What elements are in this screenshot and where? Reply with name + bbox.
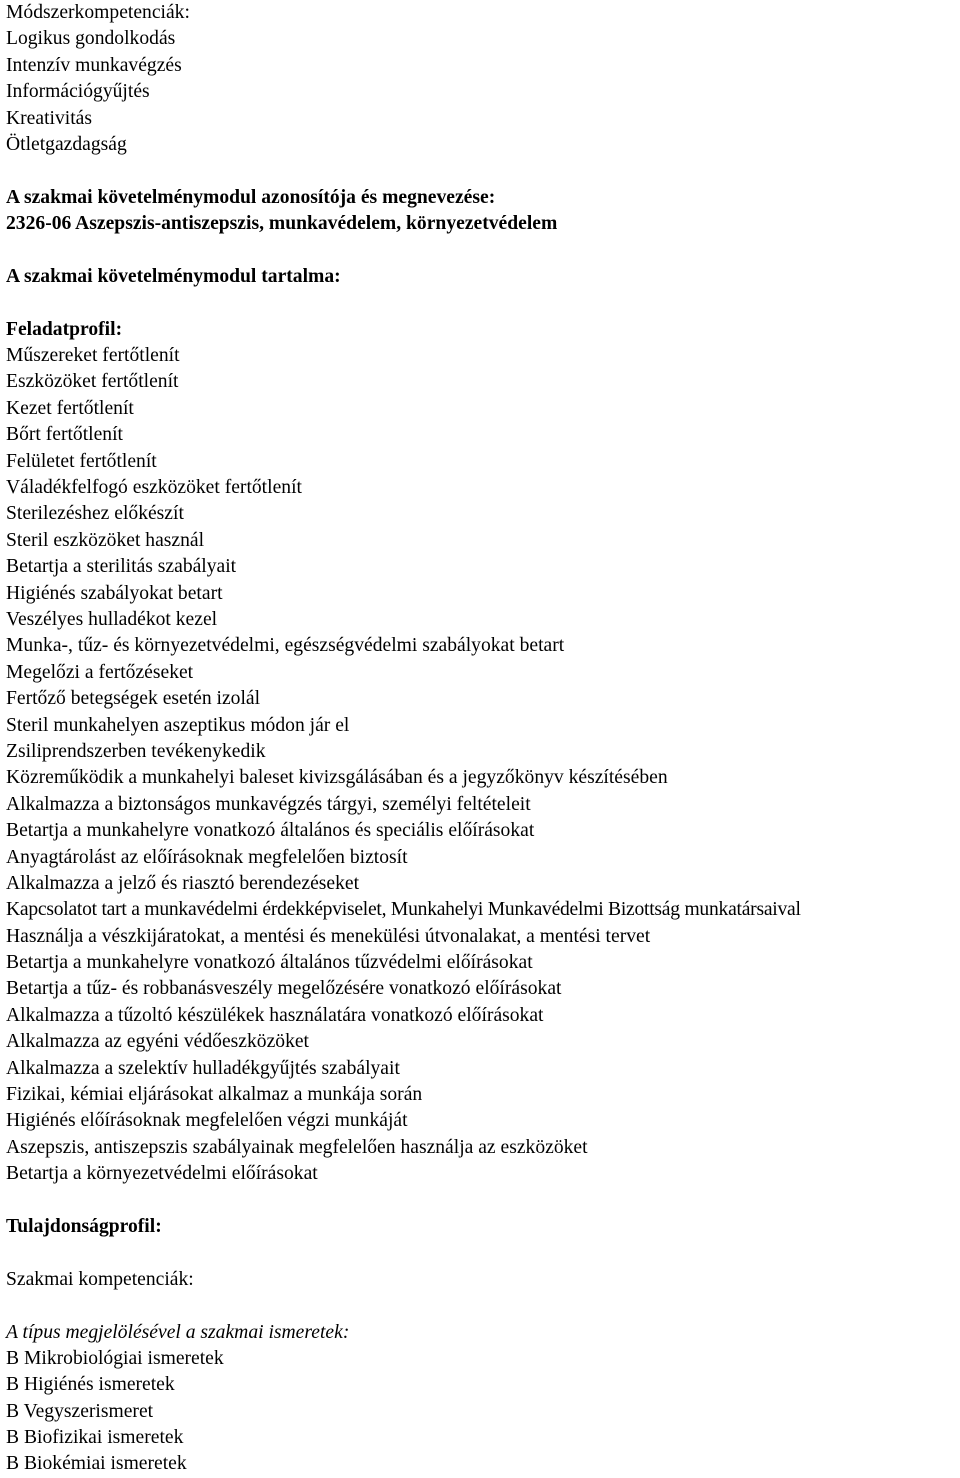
- property-profile-heading: Tulajdonságprofil:: [6, 1215, 162, 1237]
- list-item: Alkalmazza az egyéni védőeszközöket: [6, 1031, 310, 1053]
- list-item: Zsiliprendszerben tevékenykedik: [6, 740, 266, 762]
- task-profile-section: [6, 317, 958, 1188]
- list-item: Higiénés előírásoknak megfelelően végzi munkáját: [6, 1110, 408, 1132]
- module-id-section: [6, 185, 958, 238]
- property-profile-section: [6, 1214, 958, 1240]
- list-item: B Mikrobiológiai ismeretek: [6, 1347, 224, 1369]
- list-item: Felületet fertőtlenít: [6, 450, 157, 472]
- list-item: Anyagtárolást az előírásoknak megfelelően biztosít: [6, 846, 408, 868]
- list-item: Munka-, tűz- és környezetvédelmi, egészségvédelmi szabályokat betart: [6, 635, 565, 657]
- spacer: [6, 158, 958, 184]
- list-item: Betartja a tűz- és robbanásveszély megelőzésére vonatkozó előírásokat: [6, 978, 562, 1000]
- list-item: B Vegyszerismeret: [6, 1400, 154, 1422]
- list-item: Veszélyes hulladékot kezel: [6, 608, 218, 630]
- list-item: Ötletgazdagság: [6, 133, 127, 155]
- list-item: Betartja a környezetvédelmi előírásokat: [6, 1163, 318, 1185]
- list-item: Logikus gondolkodás: [6, 28, 176, 50]
- list-item: Műszereket fertőtlenít: [6, 345, 180, 367]
- list-item: B Higiénés ismeretek: [6, 1374, 175, 1396]
- method-competencies-heading: Módszerkompetenciák:: [6, 2, 190, 23]
- list-item: Fizikai, kémiai eljárásokat alkalmaz a munkája során: [6, 1084, 423, 1106]
- list-item: Váladékfelfogó eszközöket fertőtlenít: [6, 477, 302, 499]
- list-item: Megelőzi a fertőzéseket: [6, 661, 194, 683]
- list-item: Betartja a munkahelyre vonatkozó általános tűzvédelmi előírásokat: [6, 952, 533, 974]
- method-competencies-list: [6, 26, 958, 158]
- spacer: [6, 238, 958, 264]
- list-item: Steril munkahelyen aszeptikus módon jár el: [6, 714, 350, 736]
- module-id-heading: A szakmai követelménymodul azonosítója és megnevezése:: [6, 186, 496, 208]
- list-item: Aszepszis, antiszepszis szabályainak megfelelően használja az eszközöket: [6, 1136, 588, 1158]
- list-item: Kezet fertőtlenít: [6, 397, 134, 419]
- professional-competencies-list: [6, 1346, 958, 1478]
- professional-competencies-subheading: A típus megjelölésével a szakmai ismeretek:: [6, 1321, 350, 1343]
- list-item: Közreműködik a munkahelyi baleset kivizsgálásában és a jegyzőkönyv készítésében: [6, 767, 668, 789]
- spacer: [6, 1188, 958, 1214]
- list-item: Alkalmazza a biztonságos munkavégzés tárgyi, személyi feltételeit: [6, 793, 531, 815]
- spacer: [6, 1240, 958, 1266]
- list-item: Kreativitás: [6, 107, 92, 129]
- task-profile-heading: Feladatprofil:: [6, 318, 123, 340]
- list-item: Higiénés szabályokat betart: [6, 582, 223, 604]
- list-item: Eszközöket fertőtlenít: [6, 371, 179, 393]
- list-item: Sterilezéshez előkészít: [6, 503, 184, 525]
- list-item: Steril eszközöket használ: [6, 529, 205, 551]
- list-item: Alkalmazza a szelektív hulladékgyűjtés szabályait: [6, 1057, 400, 1079]
- list-item: Bőrt fertőtlenít: [6, 424, 123, 446]
- list-item: Használja a vészkijáratokat, a mentési és menekülési útvonalakat, a mentési tervet: [6, 925, 651, 947]
- list-item: Fertőző betegségek esetén izolál: [6, 688, 261, 710]
- list-item: Betartja a sterilitás szabályait: [6, 556, 237, 578]
- module-content-section: [6, 264, 958, 290]
- list-item: Kapcsolatot tart a munkavédelmi érdekképviselet, Munkahelyi Munkavédelmi Bizottság munkatársaival: [6, 899, 801, 921]
- method-competencies-section: [6, 0, 958, 158]
- document-page: [6, 0, 958, 1478]
- list-item: Betartja a munkahelyre vonatkozó általános és speciális előírásokat: [6, 820, 535, 842]
- list-item: B Biofizikai ismeretek: [6, 1427, 184, 1449]
- list-item: Információgyűjtés: [6, 81, 150, 103]
- module-id-value: 2326-06 Aszepszis-antiszepszis, munkavédelem, környezetvédelem: [6, 213, 558, 235]
- module-content-heading: A szakmai követelménymodul tartalma:: [6, 265, 341, 287]
- list-item: Intenzív munkavégzés: [6, 54, 182, 76]
- spacer: [6, 290, 958, 316]
- spacer: [6, 1293, 958, 1319]
- list-item: Alkalmazza a jelző és riasztó berendezéseket: [6, 872, 360, 894]
- task-profile-list: [6, 343, 958, 1188]
- professional-competencies-heading: Szakmai kompetenciák:: [6, 1268, 194, 1290]
- list-item: B Biokémiai ismeretek: [6, 1453, 187, 1475]
- list-item: Alkalmazza a tűzoltó készülékek használatára vonatkozó előírásokat: [6, 1004, 544, 1026]
- professional-competencies-section: [6, 1267, 958, 1478]
